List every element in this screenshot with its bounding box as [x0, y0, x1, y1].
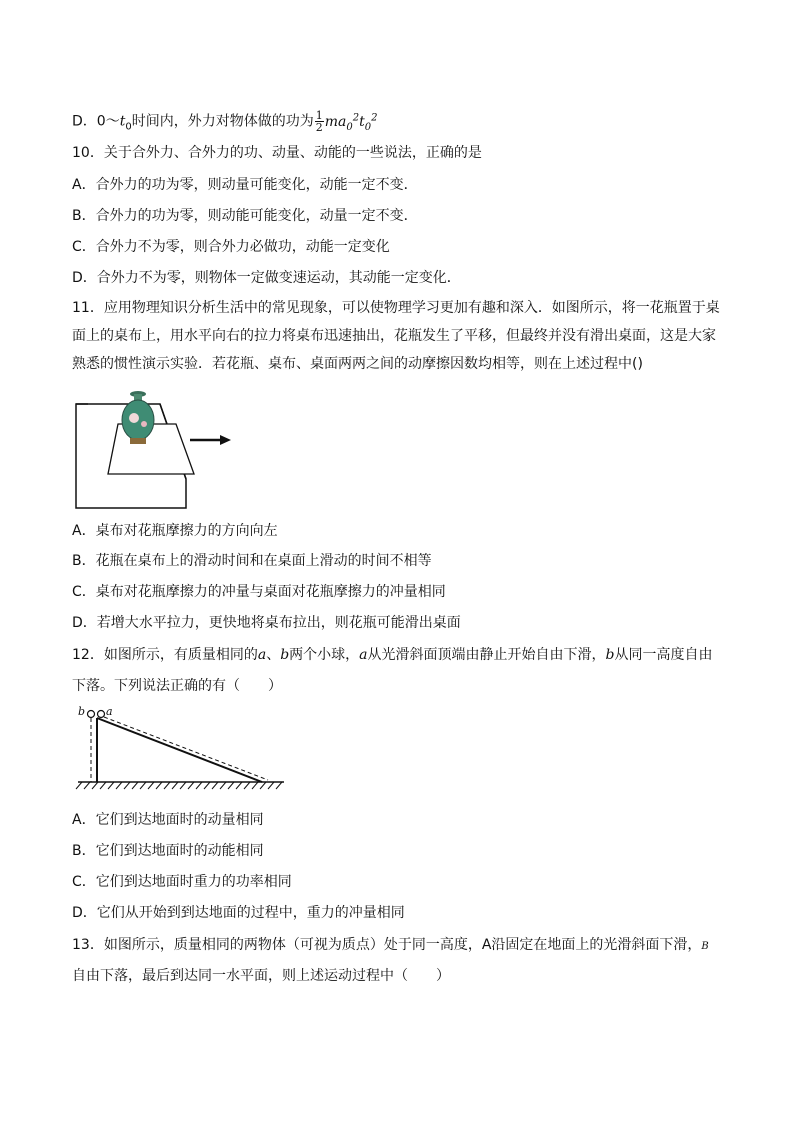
q12-stem-line1: 12．如图所示，有质量相同的a、b两个小球，a从光滑斜面顶端由静止开始自由下滑，b从同一高度自由 — [72, 647, 713, 663]
q13-stem-line2: 自由下落，最后到达同一水平面，则上述运动过程中（ ） — [72, 968, 450, 984]
slide-path-a — [104, 717, 268, 780]
q11-option-d: D．若增大水平拉力，更快地将桌布拉出，则花瓶可能滑出桌面 — [72, 615, 461, 631]
q9-option-d: D．$0\sim t_0$时间内，外力对物体做的功为 $\frac{1}{2}$ $ma_0^2t_0^2$ — [72, 109, 378, 135]
q12-option-a: A．它们到达地面时的动量相同 — [72, 812, 264, 828]
ball-a — [98, 711, 105, 718]
q10-stem: 10．关于合外力、合外力的功、动量、动能的一些说法，正确的是 — [72, 145, 482, 161]
incline-slope — [97, 718, 262, 782]
q10-option-d: D．合外力不为零，则物体一定做变速运动，其动能一定变化． — [72, 270, 461, 286]
q12-option-d: D．它们从开始到到达地面的过程中，重力的冲量相同 — [72, 905, 405, 921]
q13-stem-line1: 13．如图所示，质量相同的两物体（可视为质点）处于同一高度，A沿固定在地面上的光滑斜面下滑，B — [72, 937, 709, 953]
q10-option-c: C．合外力不为零，则合外力必做功，动能一定变化 — [72, 239, 390, 255]
ball-b — [88, 711, 95, 718]
q12-option-b: B．它们到达地面时的动能相同 — [72, 843, 264, 859]
work-expression: $ma_0^2t_0^2$ — [324, 112, 378, 133]
q10-option-a: A．合外力的功为零，则动量可能变化，动能一定不变． — [72, 177, 418, 193]
q12-stem-line2: 下落。下列说法正确的有（ ） — [72, 678, 282, 694]
q10-option-b: B．合外力的功为零，则动能可能变化，动量一定不变． — [72, 208, 418, 224]
right-arrow-icon — [220, 435, 231, 445]
q11-option-a: A．桌布对花瓶摩擦力的方向向左 — [72, 523, 278, 539]
ball-a-label: a — [106, 705, 113, 718]
q11-option-b: B．花瓶在桌布上的滑动时间和在桌面上滑动的时间不相等 — [72, 553, 432, 569]
incline-figure — [74, 702, 288, 790]
vase-tablecloth-figure — [74, 384, 234, 512]
fraction-one-half: $\frac{1}{2}$ — [315, 109, 323, 135]
ball-b-label: b — [78, 705, 86, 718]
q12-option-c: C．它们到达地面时重力的功率相同 — [72, 874, 292, 890]
q11-option-c: C．桌布对花瓶摩擦力的冲量与桌面对花瓶摩擦力的冲量相同 — [72, 584, 446, 600]
ground-hatching — [76, 782, 282, 789]
q11-stem: 11．应用物理知识分析生活中的常见现象，可以使物理学习更加有趣和深入．如图所示，将一花瓶置于桌面上的桌布上，用水平向右的拉力将桌布迅速抽出，花瓶发生了平移，但最终并没有滑出桌面，这是大家熟悉的惯性演示实验．若花瓶、桌布、桌面两两之间的动摩擦因数均相等，则在上述过程中() — [72, 300, 720, 372]
